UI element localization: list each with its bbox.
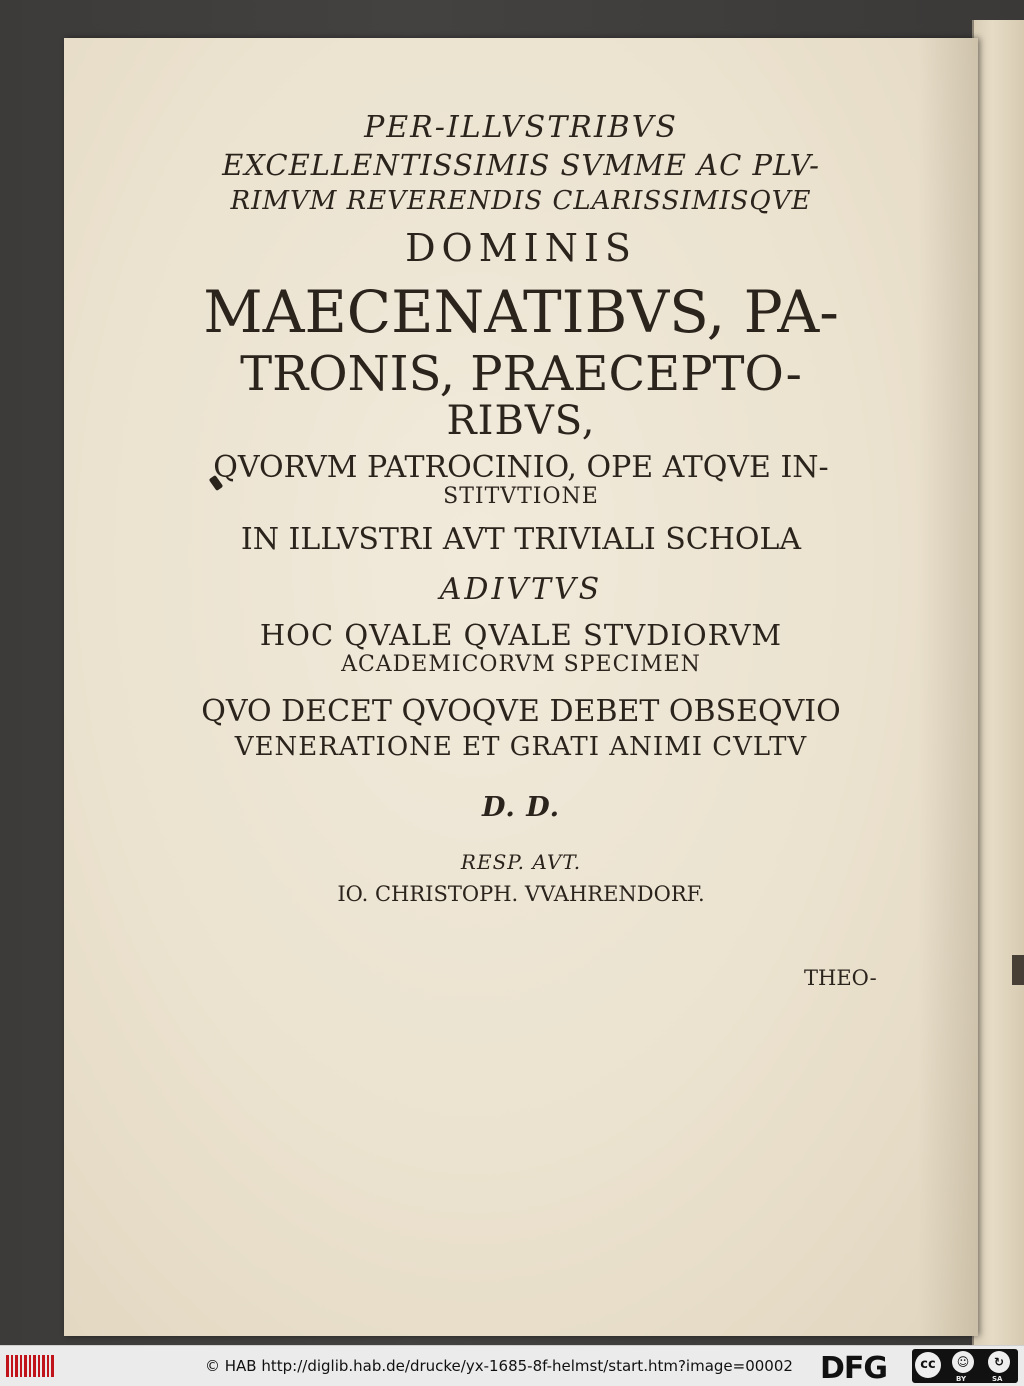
obsequio-line: QVO DECET QVOQVE DEBET OBSEQVIO xyxy=(201,694,841,729)
dedication-line-1: PER-ILLVSTRIBVS xyxy=(364,110,678,145)
next-page-edge xyxy=(972,20,1024,1345)
sa-label: SA xyxy=(992,1375,1003,1383)
main-title-line-1: MAECENATIBVS, PA- xyxy=(203,278,839,346)
quorum-line-2: STITVTIONE xyxy=(443,484,599,509)
author-name: IO. CHRISTOPH. VVAHRENDORF. xyxy=(337,882,705,906)
next-page-letter-fragment xyxy=(1012,955,1024,985)
dedication-line-3: RIMVM REVERENDIS CLARISSIMISQVE xyxy=(230,186,812,216)
copyright-url[interactable]: © HAB http://diglib.hab.de/drucke/yx-1685-8f-helmst/start.htm?image=00002 xyxy=(205,1357,793,1375)
dd-line: D. D. xyxy=(481,792,561,823)
dedication-line-2: EXCELLENTISSIMIS SVMME AC PLV- xyxy=(222,148,820,182)
hab-barcode-logo xyxy=(6,1355,54,1377)
main-title-line-2: TRONIS, PRAECEPTO- xyxy=(240,346,802,402)
main-title-line-3: RIBVS, xyxy=(446,398,596,444)
cc-license-badge[interactable] xyxy=(912,1349,1018,1383)
by-label: BY xyxy=(956,1375,967,1383)
sa-icon: ↻ xyxy=(988,1351,1010,1373)
adiutus-line: ADIVTVS xyxy=(439,572,603,607)
cc-icon: cc xyxy=(915,1352,941,1378)
specimen-line-1: HOC QVALE QVALE STVDIORVM xyxy=(259,618,783,652)
respondent-label: RESP. AVT. xyxy=(460,850,582,874)
footer-bar xyxy=(0,1345,1024,1386)
cultu-line: VENERATIONE ET GRATI ANIMI CVLTV xyxy=(234,732,808,762)
quorum-line-1: QVORVM PATROCINIO, OPE ATQVE IN- xyxy=(213,450,829,485)
schola-line: IN ILLVSTRI AVT TRIVIALI SCHOLA xyxy=(240,522,802,557)
dfg-logo: DFG xyxy=(820,1351,888,1386)
specimen-line-2: ACADEMICORVM SPECIMEN xyxy=(341,652,701,677)
by-icon: ☺ xyxy=(952,1351,974,1373)
title-page xyxy=(64,38,978,1336)
dominis-heading: DOMINIS xyxy=(405,226,637,270)
catchword: THEO- xyxy=(804,966,877,990)
